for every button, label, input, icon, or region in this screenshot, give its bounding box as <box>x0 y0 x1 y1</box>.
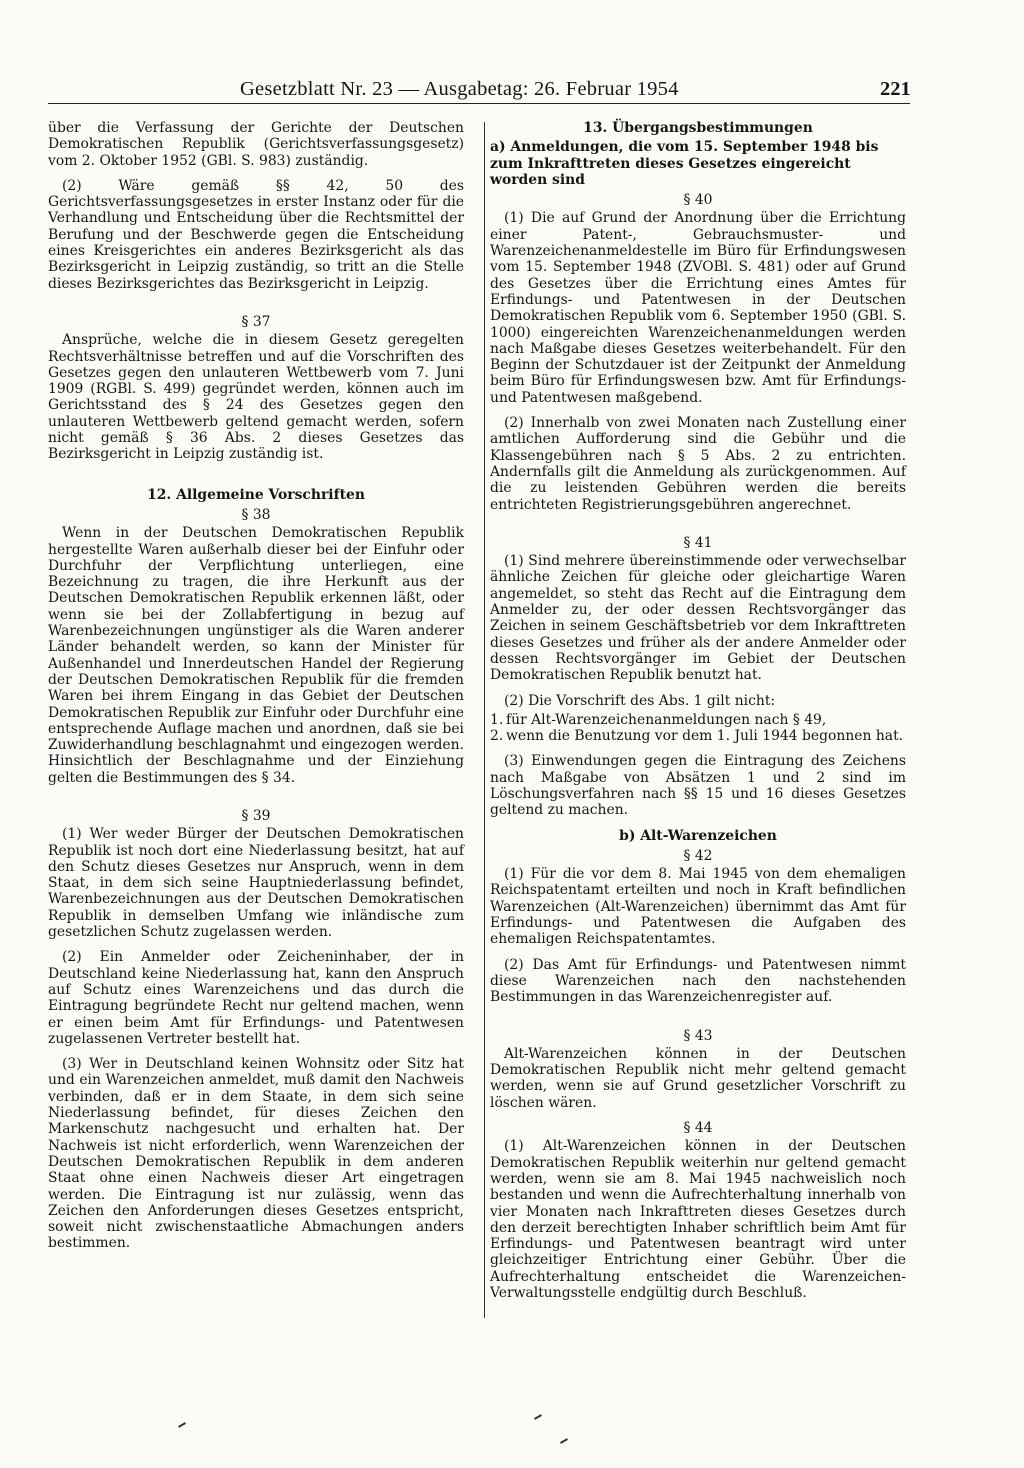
heading-13a: a) Anmeldungen, die vom 15. September 1948 bis zum Inkrafttreten dieses Gesetzes eingereicht worden sind <box>490 139 879 188</box>
left-column <box>48 120 464 1261</box>
paragraph-36-2: (2) Wäre gemäß §§ 42, 50 des Gerichtsverfassungsgesetzes in erster Instanz oder für die Verhandlung und Entscheidung über die Rechtsmittel der Berufung und der Beschwerde gegen die Entscheidung eines Kreisgerichtes ein anderes Bezirksgericht als das Bezirksgericht in Leipzig zuständig, so tritt an die Stelle dieses Bezirksgerichtes das Bezirksgericht in Leipzig. <box>48 177 464 292</box>
section-40-paragraph-2: (2) Innerhalb von zwei Monaten nach Zustellung einer amtlichen Aufforderung sind die Gebühr und die Klassengebühren nach § 5 Abs. 2 zu entrichten. Andernfalls gilt die Anmeldung als zurückgenommen. Auf die zu leistenden Gebühren werden die bereits entrichteten Registrierungsgebühren angerechnet. <box>490 415 906 513</box>
heading-13: 13. Übergangsbestimmungen <box>583 120 813 136</box>
section-41-title: § 41 <box>683 534 713 551</box>
scan-artifact <box>560 1438 568 1444</box>
page-header <box>0 78 1024 102</box>
section-39-title: § 39 <box>241 807 271 824</box>
section-44-paragraph-1: (1) Alt-Warenzeichen können in der Deutschen Demokratischen Republik weiterhin nur geltend gemacht werden, wenn sie am 8. Mai 1945 nachweislich noch bestanden und wenn die Aufrechterhaltung innerhalb von vier Monaten nach Inkrafttreten dieses Gesetzes durch den derzeit berechtigten Inhaber schriftlich beim Amt für Erfindungs- und Patentwesen beantragt wird unter gleichzeitiger Entrichtung einer Gebühr. Über die Aufrechterhaltung entscheidet die Warenzeichen-Verwaltungsstelle endgültig durch Beschluß. <box>490 1138 906 1301</box>
section-38-title: § 38 <box>241 506 271 523</box>
scan-artifact <box>178 1422 186 1428</box>
section-43-title: § 43 <box>683 1027 713 1044</box>
header-rule <box>48 103 910 104</box>
section-42-title: § 42 <box>683 847 713 864</box>
list-item-text: wenn die Benutzung vor dem 1. Juli 1944 begonnen hat. <box>506 728 904 745</box>
scan-artifact <box>534 1414 542 1420</box>
section-42-paragraph-1: (1) Für die vor dem 8. Mai 1945 von dem ehemaligen Reichspatentamt erteilten und noch in Kraft befindlichen Warenzeichen (Alt-Warenzeichen) übernimmt das Amt für Erfindungs- und Patentwesen die Aufgaben des ehemaligen Reichspatentamtes. <box>490 866 906 948</box>
section-44-title: § 44 <box>683 1120 713 1137</box>
continued-paragraph: über die Verfassung der Gerichte der Deutschen Demokratischen Republik (Gerichtsverfassungsgesetz) vom 2. Oktober 1952 (GBl. S. 983) zuständig. <box>48 120 464 169</box>
section-41-paragraph-1: (1) Sind mehrere übereinstimmende oder verwechselbar ähnliche Zeichen für gleiche oder gleichartige Waren angemeldet, so steht das Recht auf die Eintragung dem Anmelder zu, der oder dessen Rechtsvorgänger das Zeichen in seinem Geschäftsbetrieb vor dem Inkrafttreten dieses Gesetzes und früher als der andere Anmelder oder dessen Rechtsvorgänger im Gebiet der Deutschen Demokratischen Republik benutzt hat. <box>490 553 906 684</box>
section-37-text: Ansprüche, welche die in diesem Gesetz geregelten Rechtsverhältnisse betreffen und auf die Vorschriften des Gesetzes gegen den unlauteren Wettbewerb vom 7. Juni 1909 (RGBl. S. 499) gegründet werden, können auch im Gerichtsstand des § 24 des Gesetzes gegen den unlauteren Wettbewerb geltend gemacht werden, sofern nicht gemäß § 36 Abs. 2 dieses Gesetzes das Bezirksgericht in Leipzig zuständig ist. <box>48 332 464 463</box>
section-39-paragraph-1: (1) Wer weder Bürger der Deutschen Demokratischen Republik ist noch dort eine Niederlassung besitzt, hat auf den Schutz dieses Gesetzes nur Anspruch, wenn in dem Staat, in dem sich seine Hauptniederlassung befindet, Warenbezeichnungen aus der Deutschen Demokratischen Republik in demselben Umfang wie inländische zum gesetzlichen Schutz zugelassen werden. <box>48 826 464 941</box>
section-38-text: Wenn in der Deutschen Demokratischen Republik hergestellte Waren außerhalb dieser bei der Einfuhr oder Durchfuhr der Verpflichtung unterliegen, eine Bezeichnung zu tragen, die ihre Herkunft aus der Deutschen Demokratischen Republik erkennen läßt, oder wenn sie bei der Zollabfertigung in bezug auf Warenbezeichnungen ungünstiger als die Waren anderer Länder behandelt werden, so kann der Minister für Außenhandel und Innerdeutschen Handel der Regierung der Deutschen Demokratischen Republik für die fremden Waren bei ihrem Eingang in das Gebiet der Deutschen Demokratischen Republik zur Einfuhr oder Durchfuhr eine entsprechende Auflage machen und anordnen, daß sie bei Zuwiderhandlung beschlagnahmt und eingezogen werden. Hinsichtlich der Beschlagnahme und der Einziehung gelten die Bestimmungen des § 34. <box>48 525 464 786</box>
list-item-number: 1. <box>490 711 504 728</box>
list-item-number: 2. <box>490 728 504 745</box>
section-39-paragraph-2: (2) Ein Anmelder oder Zeicheninhaber, der in Deutschland keine Niederlassung hat, kann den Anspruch auf Schutz eines Warenzeichens und das durch die Eintragung begründete Recht nur geltend machen, wenn er einen beim Amt für Erfindungs- und Patentwesen zugelassenen Vertreter bestellt hat. <box>48 949 464 1047</box>
section-43-text: Alt-Warenzeichen können in der Deutschen Demokratischen Republik nicht mehr geltend gemacht werden, wenn sie auf Grund gesetzlicher Vorschrift zu löschen wären. <box>490 1045 906 1111</box>
heading-13b: b) Alt-Warenzeichen <box>619 827 777 844</box>
section-41-list <box>490 712 906 745</box>
list-item <box>490 712 906 728</box>
section-40-paragraph-1: (1) Die auf Grund der Anordnung über die Errichtung einer Patent-, Gebrauchsmuster- und Warenzeichenanmeldestelle im Büro für Erfindungswesen vom 15. September 1948 (ZVOBl. S. 481) oder auf Grund des Gesetzes über die Errichtung eines Amtes für Erfindungs- und Patentwesen in der Deutschen Demokratischen Republik vom 6. September 1950 (GBl. S. 1000) eingereichten Warenzeichenanmeldungen werden nach Maßgabe dieses Gesetzes weiterbehandelt. Für den Beginn der Schutzdauer ist der Zeitpunkt der Anmeldung beim Büro für Erfindungswesen bzw. Amt für Erfindungs- und Patentwesen maßgebend. <box>490 210 906 406</box>
header-title: Gesetzblatt Nr. 23 — Ausgabetag: 26. Februar 1954 <box>240 78 679 100</box>
section-41-paragraph-2: (2) Die Vorschrift des Abs. 1 gilt nicht: <box>504 692 776 709</box>
section-39-paragraph-3: (3) Wer in Deutschland keinen Wohnsitz oder Sitz hat und ein Warenzeichen anmeldet, muß damit den Nachweis verbinden, daß er in dem Staate, in dem sich seine Niederlassung befindet, für dieses Zeichen den Markenschutz nachgesucht und erhalten hat. Der Nachweis ist nicht erforderlich, wenn Warenzeichen der Deutschen Demokratischen Republik in dem anderen Staat ohne einen Nachweis dieser Art eingetragen werden. Die Eintragung ist nur zulässig, wenn das Zeichen den Anforderungen dieses Gesetzes entspricht, soweit nicht zwischenstaatliche Abmachungen anders bestimmen. <box>48 1056 464 1252</box>
page-number: 221 <box>880 78 911 100</box>
section-41-paragraph-3: (3) Einwendungen gegen die Eintragung des Zeichens nach Maßgabe von Absätzen 1 und 2 sind im Löschungsverfahren nach §§ 15 und 16 dieses Gesetzes geltend zu machen. <box>490 753 906 819</box>
section-37-title: § 37 <box>241 313 271 330</box>
section-42-paragraph-2: (2) Das Amt für Erfindungs- und Patentwesen nimmt diese Warenzeichen nach den nachstehenden Bestimmungen in das Warenzeichenregister auf. <box>490 956 906 1006</box>
list-item <box>490 728 906 744</box>
right-column <box>490 120 906 1310</box>
section-40-title: § 40 <box>683 192 713 209</box>
heading-12: 12. Allgemeine Vorschriften <box>147 486 365 503</box>
column-divider <box>484 122 485 1318</box>
list-item-text: für Alt-Warenzeichenanmeldungen nach § 49, <box>506 711 827 728</box>
